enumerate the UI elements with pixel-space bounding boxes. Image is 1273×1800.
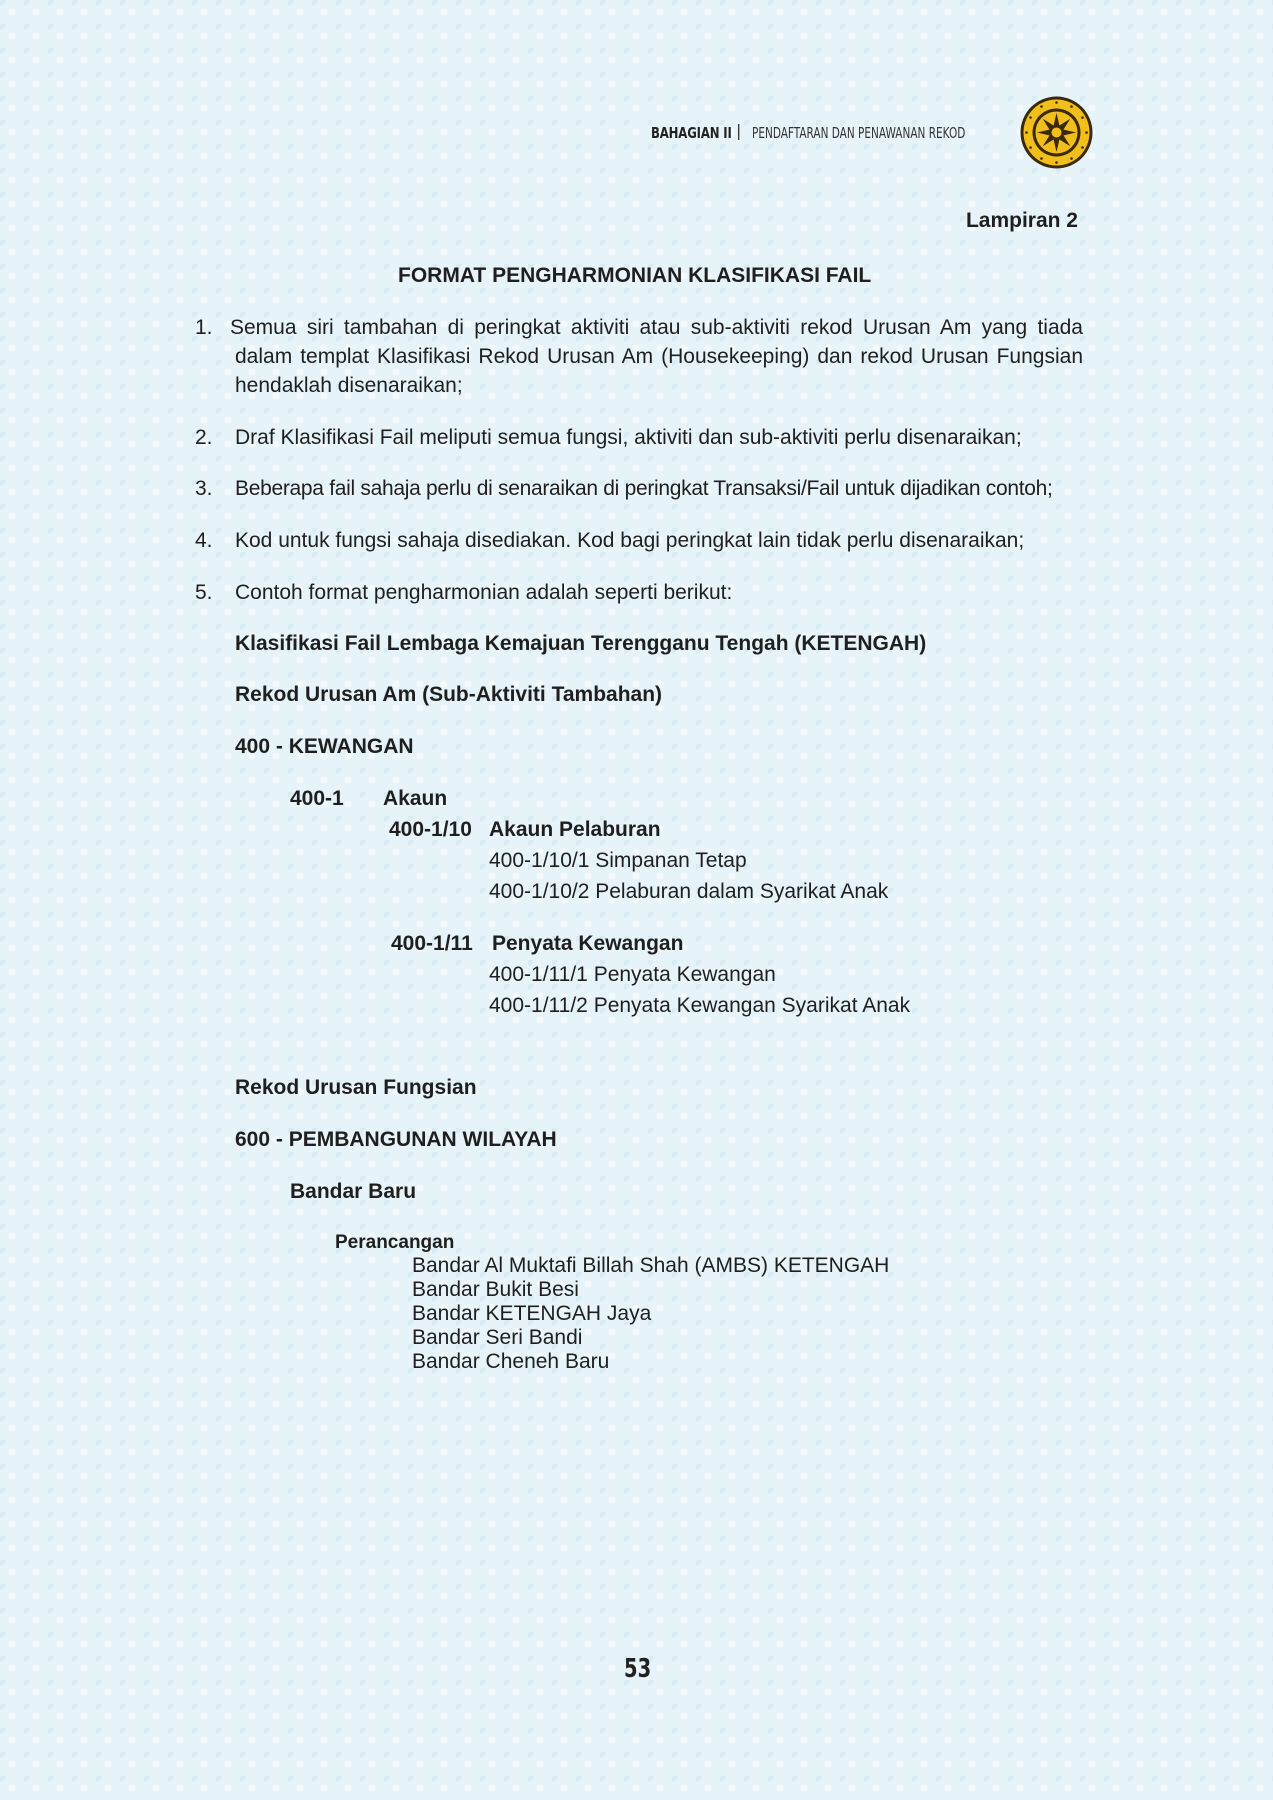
list-number: 1.	[195, 316, 213, 339]
list-text: Beberapa fail sahaja perlu di senaraikan di peringkat Transaksi/Fail untuk dijadikan contoh;	[235, 477, 1053, 500]
file-entry: 400-1/11/2 Penyata Kewangan Syarikat Anak	[489, 994, 911, 1017]
list-item-3	[195, 474, 1083, 503]
function-600: 600 - PEMBANGUNAN WILAYAH	[235, 1128, 557, 1151]
sub-activity-code: 400-1/11	[391, 932, 473, 955]
list-text: Kod untuk fungsi sahaja disediakan. Kod bagi peringkat lain tidak perlu disenaraikan;	[235, 529, 1025, 552]
sub-activity-code: 400-1/10	[389, 818, 472, 841]
perancangan-heading: Perancangan	[335, 1232, 455, 1253]
activity-label: Akaun	[383, 787, 448, 810]
function-400: 400 - KEWANGAN	[235, 735, 414, 758]
arkib-logo-icon	[1019, 95, 1094, 170]
sub-activity-label: Penyata Kewangan	[492, 932, 684, 955]
bandar-baru-heading: Bandar Baru	[290, 1180, 417, 1203]
header-separator: |	[736, 121, 742, 140]
list-number: 3.	[195, 477, 213, 500]
housekeeping-heading: Rekod Urusan Am (Sub-Aktiviti Tambahan)	[235, 683, 663, 706]
list-number: 2.	[195, 426, 213, 449]
file-entry: 400-1/11/1 Penyata Kewangan	[489, 963, 776, 986]
page-number: 53	[624, 1654, 652, 1684]
list-text: Draf Klasifikasi Fail meliputi semua fungsi, aktiviti dan sub-aktiviti perlu disenaraikan;	[235, 426, 1022, 449]
town-item: Bandar Seri Bandi	[412, 1326, 583, 1349]
page-title: FORMAT PENGHARMONIAN KLASIFIKASI FAIL	[398, 264, 872, 287]
town-item: Bandar Cheneh Baru	[412, 1350, 610, 1373]
town-item: Bandar Bukit Besi	[412, 1278, 579, 1301]
list-item-1	[195, 313, 1083, 400]
header-section: BAHAGIAN II	[651, 124, 732, 142]
list-number: 4.	[195, 529, 213, 552]
sub-activity-label: Akaun Pelaburan	[489, 818, 661, 841]
example-heading: Klasifikasi Fail Lembaga Kemajuan Terengganu Tengah (KETENGAH)	[235, 632, 927, 655]
town-item: Bandar Al Muktafi Billah Shah (AMBS) KETENGAH	[412, 1254, 890, 1277]
list-text: Contoh format pengharmonian adalah seperti berikut:	[235, 581, 733, 604]
town-item: Bandar KETENGAH Jaya	[412, 1302, 652, 1325]
list-item-4	[195, 526, 1083, 555]
list-item-5	[195, 578, 1083, 607]
header-subtitle: PENDAFTARAN DAN PENAWANAN REKOD	[752, 124, 966, 142]
list-text: Semua siri tambahan di peringkat aktiviti atau sub-aktiviti rekod Urusan Am yang tiada dalam templat Klasifikasi Rekod Urusan Am (Housekeeping) dan rekod Urusan Fungsian hendaklah disenaraikan;	[230, 316, 1083, 397]
file-entry: 400-1/10/2 Pelaburan dalam Syarikat Anak	[489, 880, 889, 903]
functional-heading: Rekod Urusan Fungsian	[235, 1076, 477, 1099]
list-item-2	[195, 423, 1083, 452]
file-entry: 400-1/10/1 Simpanan Tetap	[489, 849, 747, 872]
activity-code: 400-1	[290, 787, 344, 810]
appendix-label: Lampiran 2	[965, 209, 1078, 232]
town-list	[412, 1254, 889, 1374]
list-number: 5.	[195, 581, 213, 604]
